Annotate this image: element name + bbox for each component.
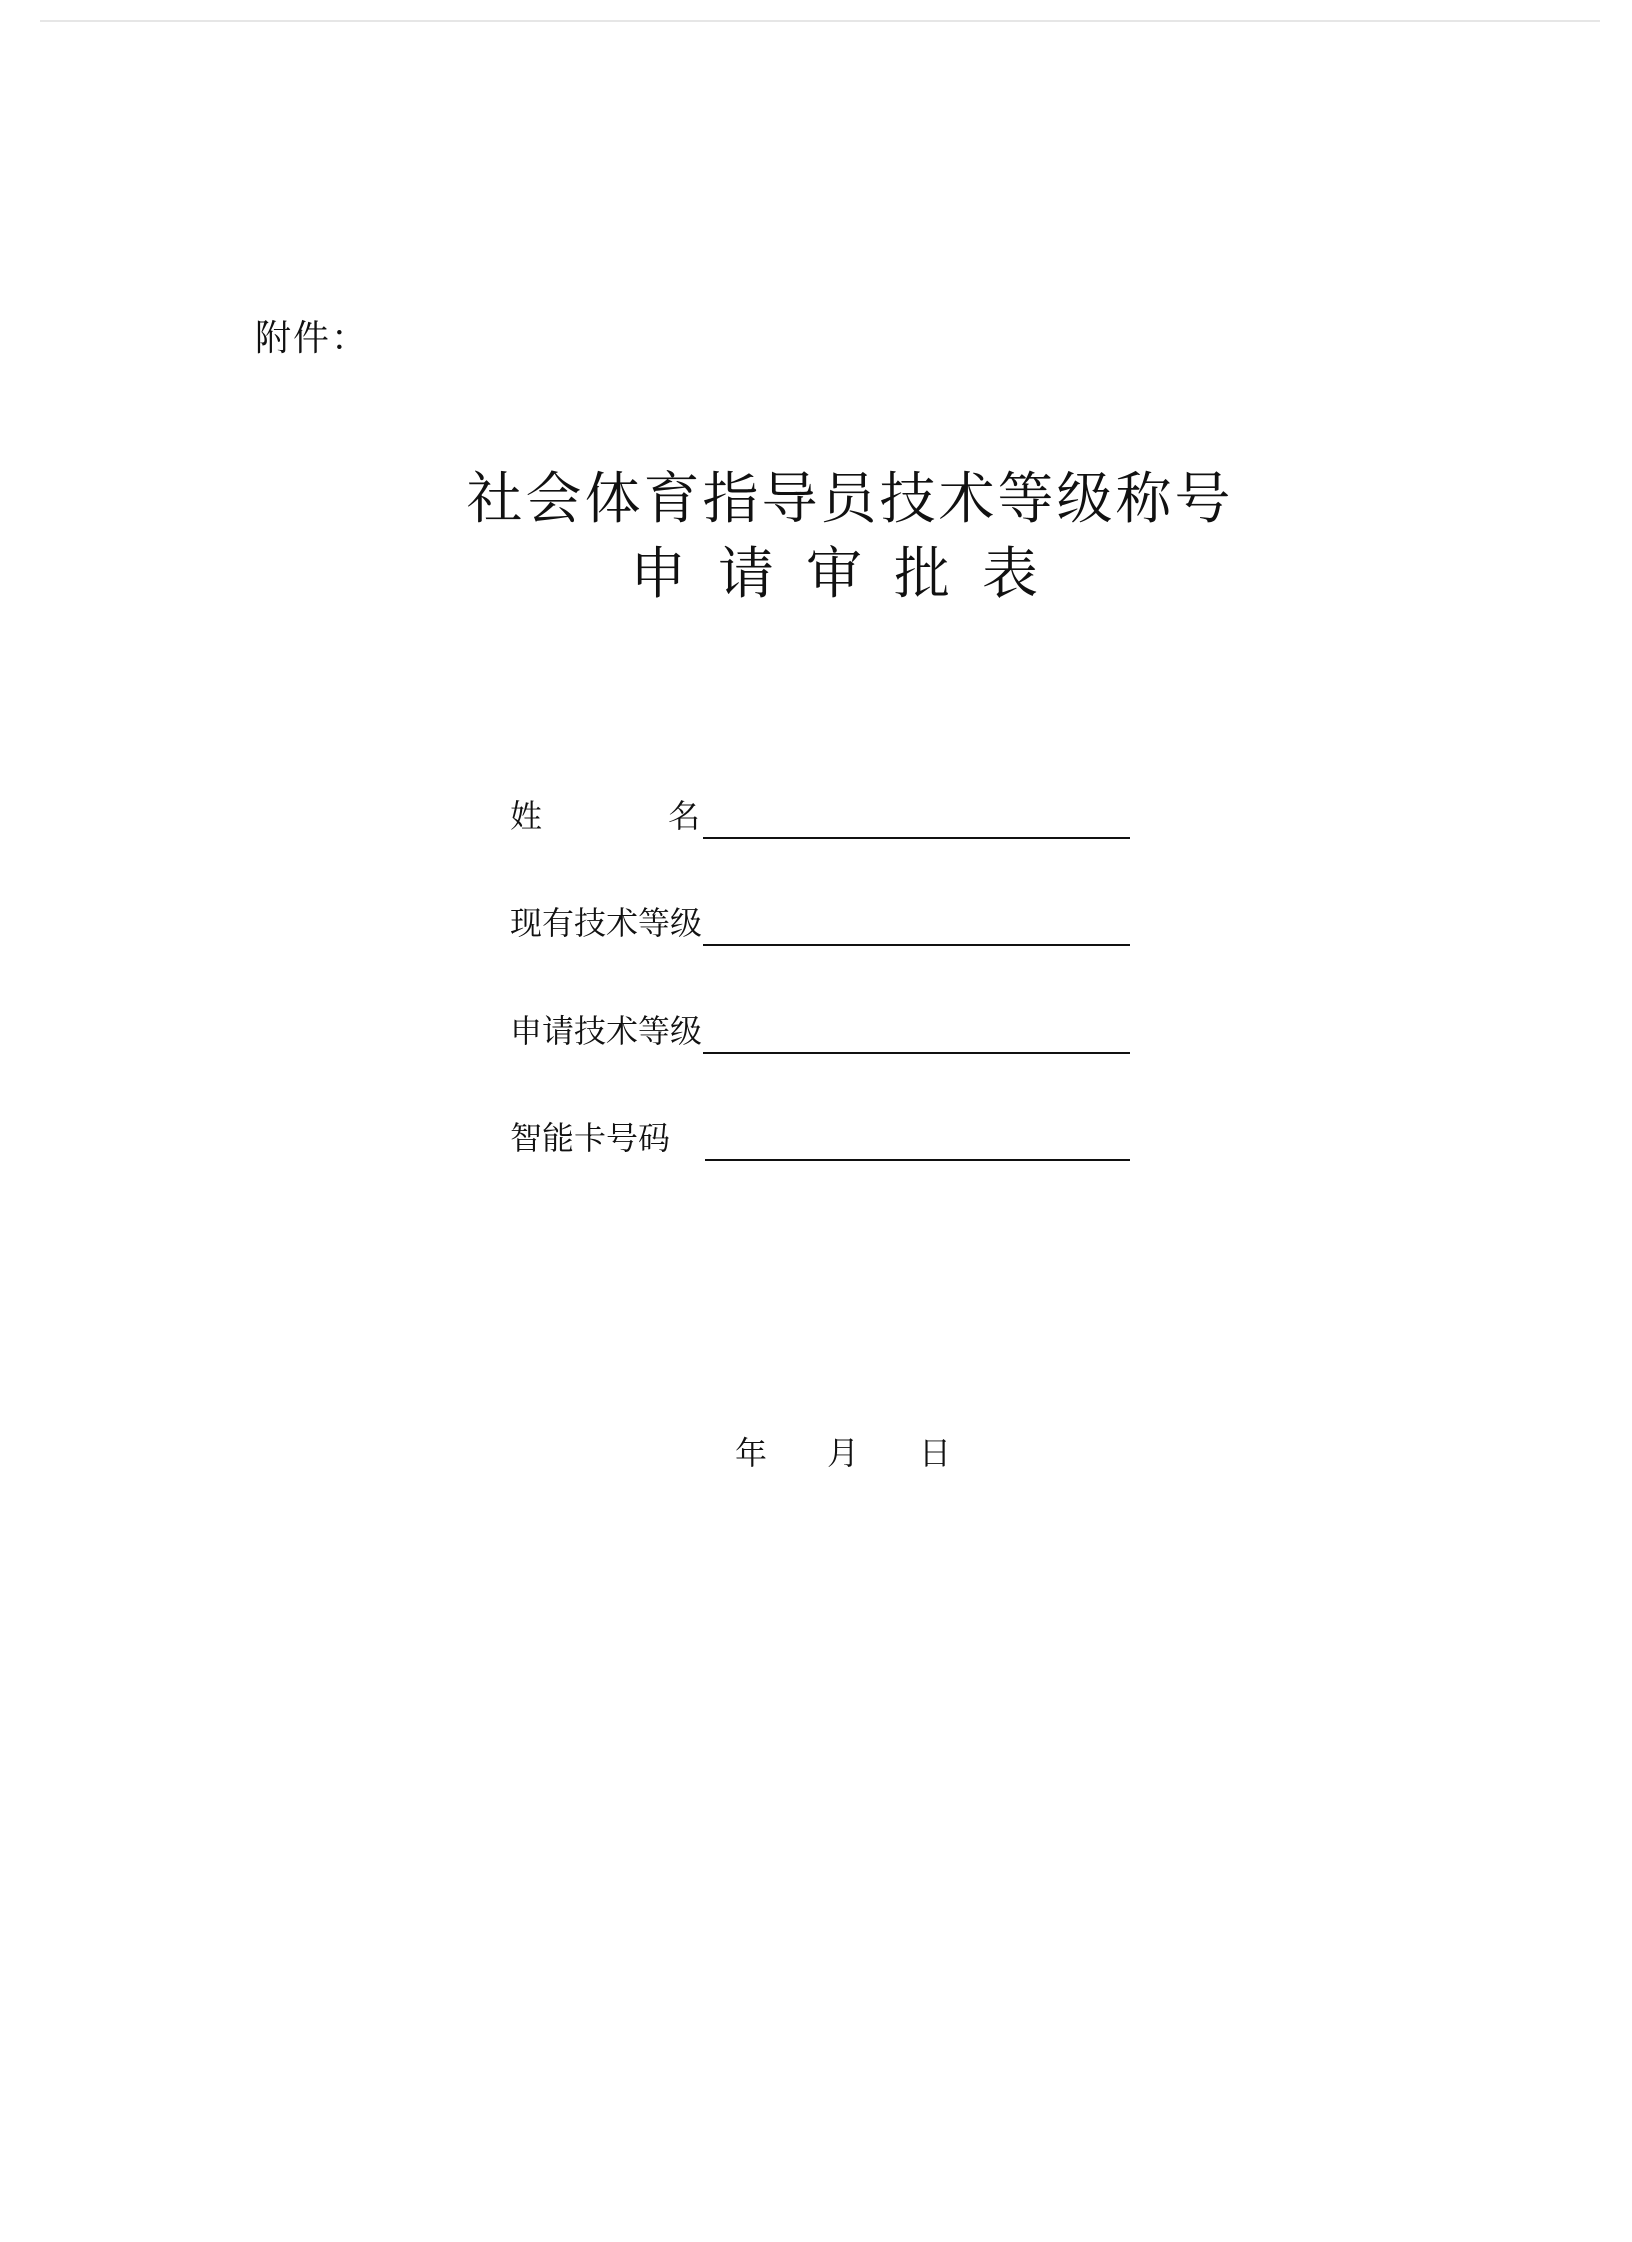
name-field (510, 795, 1130, 845)
date-line (735, 1428, 951, 1474)
name-label-char2: 名 (667, 797, 700, 835)
applied-level-underline[interactable] (703, 1052, 1130, 1054)
applied-level-label: 申请技术等级 (510, 1012, 703, 1050)
scan-edge-line (40, 20, 1600, 22)
name-label (510, 791, 700, 837)
date-year: 年 (735, 1434, 768, 1472)
date-month: 月 (827, 1434, 860, 1472)
form-title-line1: 社会体育指导员技术等级称号 (466, 467, 1234, 532)
applied-level-field (510, 1010, 1130, 1060)
current-level-label: 现有技术等级 (510, 904, 703, 942)
attachment-label: 附件： (255, 318, 370, 359)
name-underline[interactable] (703, 837, 1130, 839)
smart-card-field (510, 1117, 1130, 1167)
form-title-line2: 申请审批表 (630, 542, 1070, 607)
current-level-underline[interactable] (703, 944, 1130, 946)
name-label-char1: 姓 (510, 797, 543, 835)
current-level-field (510, 902, 1130, 952)
smart-card-underline[interactable] (705, 1159, 1130, 1161)
date-day: 日 (919, 1434, 952, 1472)
smart-card-label: 智能卡号码 (510, 1119, 671, 1157)
